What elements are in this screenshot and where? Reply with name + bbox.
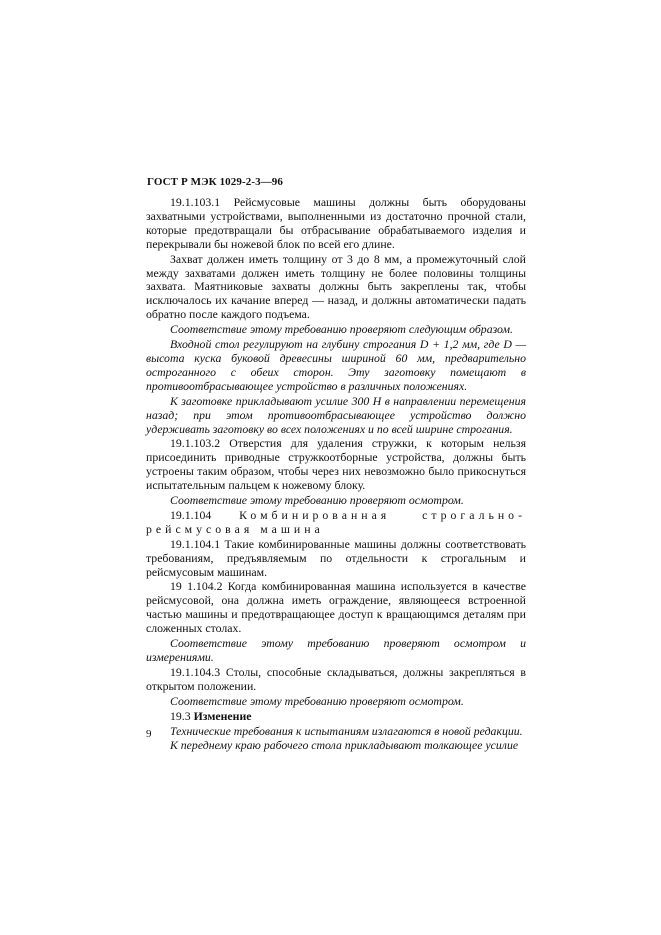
section-number: 19.1.104.1 bbox=[170, 536, 221, 551]
paragraph-force-300n: К заготовке прикладывают усилие 300 Н в направлении перемещения назад; при этом противоотбрасывающее устройство должно удерживать заготовку во всех положениях и по всей ширине строгания. bbox=[146, 393, 526, 436]
paragraph-19-1-104-2: 19 1.104.2 Когда комбинированная машина используется в качестве рейсмусовой, она должна иметь ограждение, являющееся встроенной частью машины и предотвращающее доступ к вращающимся деталям при сложенных столах. bbox=[146, 579, 526, 636]
section-title-spaced: Комбинированная строгально-рейсмусовая машина bbox=[146, 507, 526, 536]
paragraph-compliance-inspection-measure: Соответствие этому требованию проверяют осмотром и измерениями. bbox=[146, 636, 526, 664]
paragraph-19-1-104-3: 19.1.104.3 Столы, способные складываться, должны закрепляться в открытом положении. bbox=[146, 664, 526, 693]
paragraph-19-1-103-2: 19.1.103.2 Отверстия для удаления стружки, к которым нельзя присоединить приводные стружкоотборные устройства, должны быть устроены таким образом, чтобы через них невозможно было прикоснуться испытательным пальцем к ножевому блоку. bbox=[146, 436, 526, 493]
paragraph-input-table: Входной стол регулируют на глубину строгания D + 1,2 мм, где D — высота куска буковой древесины шириной 60 мм, предварительно остроганного с обеих сторон. Эту заготовку помещают в противоотбрасывающее устройство в различных положениях. bbox=[146, 337, 526, 393]
section-19-1-104-heading bbox=[146, 509, 526, 537]
paragraph-test-requirements: Технические требования к испытаниям излагаются в новой редакции. bbox=[170, 723, 523, 738]
body-text bbox=[146, 196, 526, 754]
section-number: 19.1.104 bbox=[170, 507, 212, 522]
section-number: 19.3 bbox=[170, 708, 191, 723]
section-19-3-heading bbox=[146, 710, 526, 724]
paragraph-front-edge-force: К переднему краю рабочего стола прикладывают толкающее усилие bbox=[170, 738, 519, 753]
paragraph-clamp-thickness: Захват должен иметь толщину от 3 до 8 мм, а промежуточный слой между захватами должен иметь толщину не более половины толщины захвата. Маятниковые захваты должны быть закреплены так, чтобы исключалось их качание вперед — назад, и должны автоматически падать обратно после каждого подъема. bbox=[146, 251, 526, 322]
paragraph-19-1-104-1 bbox=[146, 538, 526, 580]
section-title: Изменение bbox=[193, 708, 252, 723]
paragraph-19-1-103-1: 19.1.103.1 Рейсмусовые машины должны быть оборудованы захватными устройствами, выполненными из достаточно прочной стали, которые предотвращали бы отбрасывание обрабатываемого изделия и перекрывали бы ножевой блок по всей его длине. bbox=[146, 195, 526, 251]
paragraph-compliance-inspection-1: Соответствие этому требованию проверяют осмотром. bbox=[170, 493, 464, 508]
paragraph-text: Такие комбинированные машины должны соответствовать требованиям, предъявляемым по отдельности к строгальным и рейсмусовым машинам. bbox=[146, 536, 527, 579]
paragraph-compliance-inspection-2: Соответствие этому требованию проверяют осмотром. bbox=[170, 693, 464, 708]
paragraph-compliance-method: Соответствие этому требованию проверяют следующим образом. bbox=[170, 322, 513, 337]
document-code-header: ГОСТ Р МЭК 1029-2-3—96 bbox=[147, 176, 284, 188]
page-number: 9 bbox=[146, 728, 152, 740]
